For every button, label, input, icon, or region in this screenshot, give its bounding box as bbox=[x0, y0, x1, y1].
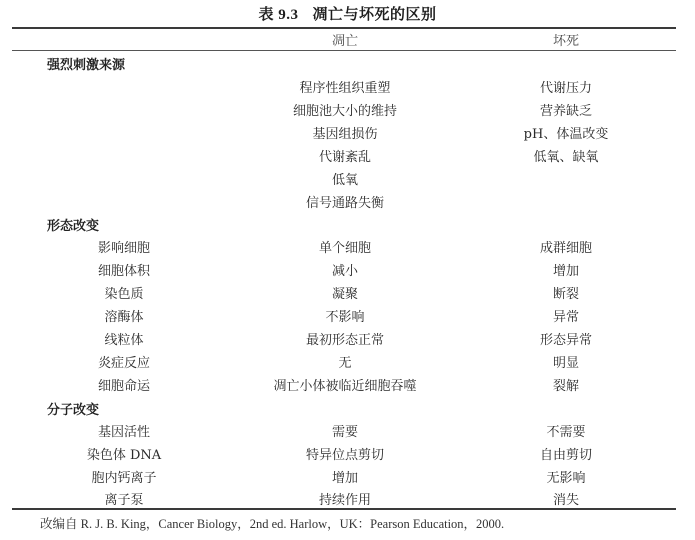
section-heading: 形态改变 bbox=[47, 219, 100, 234]
column-header-necrosis: 坏死 bbox=[552, 34, 579, 49]
table-row: 胞内钙离子 增加 无影响 bbox=[91, 471, 586, 486]
table-row: 低氧 bbox=[331, 173, 358, 188]
section-heading: 强烈刺激来源 bbox=[47, 58, 126, 73]
table-row: 基因组损伤 pH、体温改变 bbox=[312, 127, 609, 142]
table-number: 表 9.3 bbox=[258, 7, 299, 23]
table-row: 染色体 DNA 特异位点剪切 自由剪切 bbox=[86, 448, 592, 463]
table-row: 细胞池大小的维持 营养缺乏 bbox=[292, 104, 592, 119]
table-row: 离子泵 持续作用 消失 bbox=[104, 493, 579, 508]
header-rule bbox=[12, 50, 676, 51]
column-header-apoptosis: 凋亡 bbox=[331, 34, 358, 49]
table-row: 线粒体 最初形态正常 形态异常 bbox=[104, 333, 592, 348]
table-row: 代谢紊乱 低氧、缺氧 bbox=[318, 150, 599, 165]
table-row: 基因活性 需要 不需要 bbox=[97, 425, 586, 440]
table-title bbox=[0, 3, 695, 24]
top-rule bbox=[12, 27, 676, 29]
table-row: 程序性组织重塑 代谢压力 bbox=[299, 81, 592, 96]
table-row: 细胞命运 凋亡小体被临近细胞吞噬 裂解 bbox=[97, 379, 579, 394]
table-row: 炎症反应 无 明显 bbox=[97, 356, 579, 371]
footnote-citation: 改编自 R. J. B. King，Cancer Biology，2nd ed. Harlow，UK：Pearson Education，2000. bbox=[40, 517, 505, 531]
table-row: 染色质 凝聚 断裂 bbox=[104, 287, 579, 302]
table-caption: 凋亡与坏死的区别 bbox=[312, 5, 437, 23]
bottom-rule bbox=[12, 508, 676, 510]
table-row: 溶酶体 不影响 异常 bbox=[104, 310, 579, 325]
table-row: 影响细胞 单个细胞 成群细胞 bbox=[97, 241, 592, 256]
table-row: 细胞体积 减小 增加 bbox=[97, 264, 579, 279]
table-row: 信号通路失衡 bbox=[305, 196, 384, 211]
section-heading: 分子改变 bbox=[47, 403, 100, 418]
